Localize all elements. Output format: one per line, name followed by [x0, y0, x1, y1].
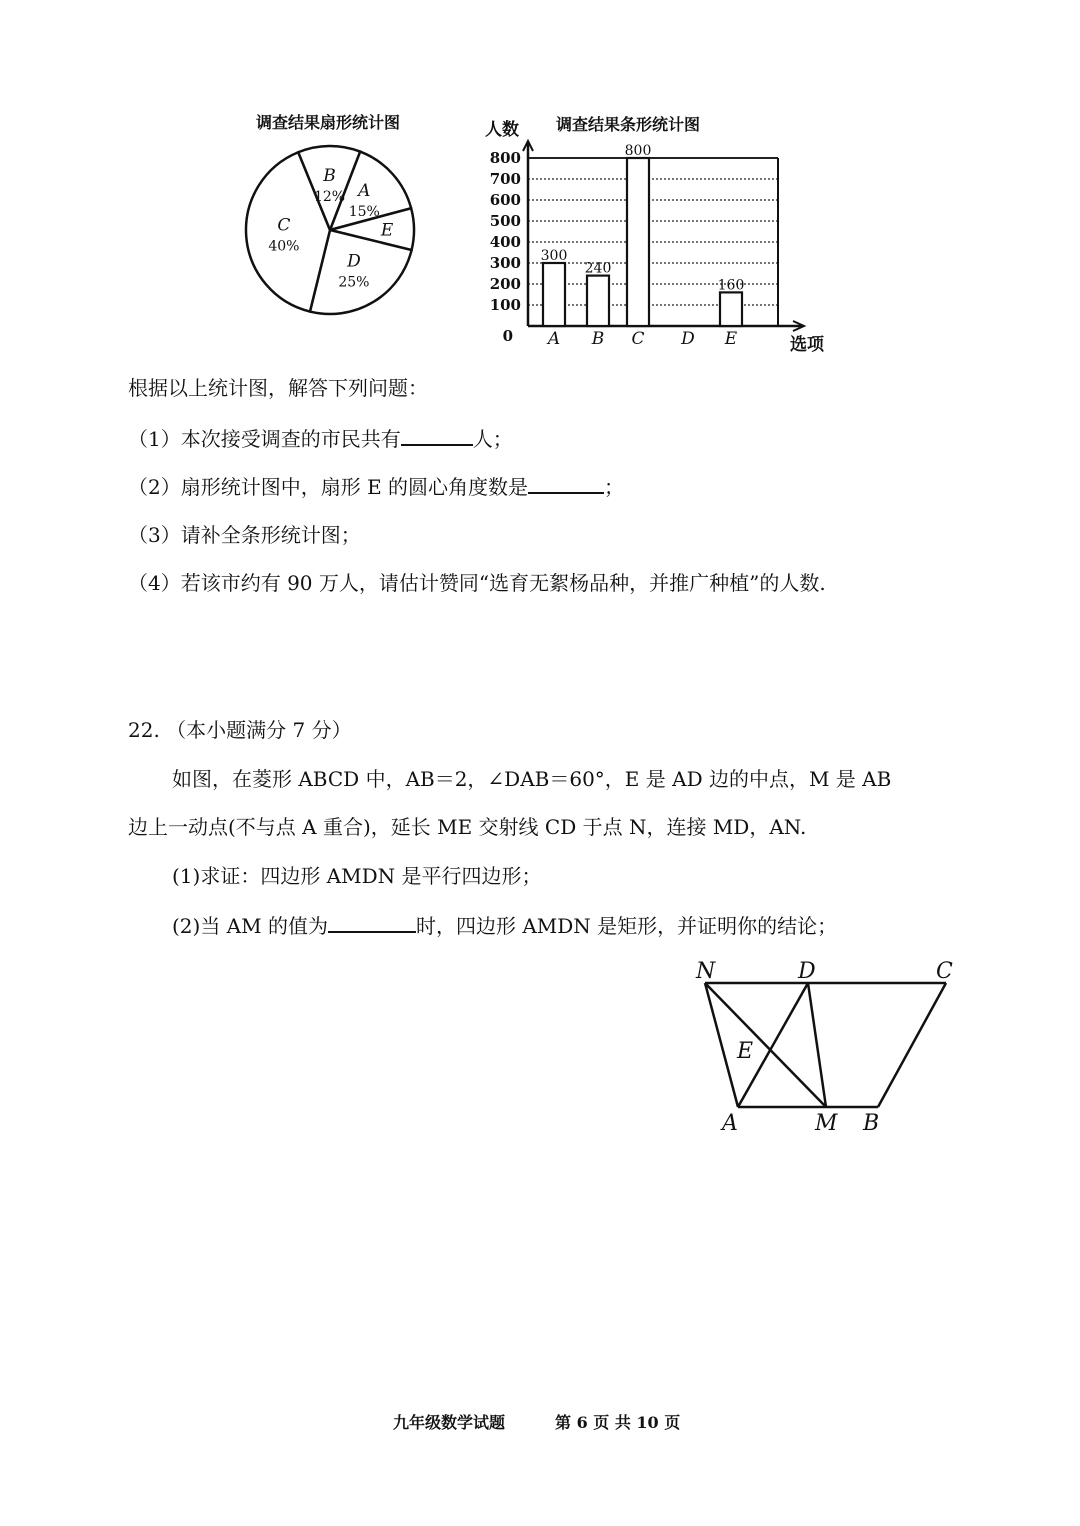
problem-22-part-2-text: (2)当 AM 的值为: [172, 914, 328, 938]
y-tick-label-600: 600: [489, 191, 521, 209]
x-tick-label-d: D: [681, 329, 695, 349]
pie-percent-c: 40%: [268, 238, 300, 255]
question-1-text: （1）本次接受调查的市民共有: [128, 427, 401, 451]
bar-chart: [485, 115, 845, 360]
point-label-a: A: [722, 1111, 738, 1136]
problem-22-text-line-2: 边上一动点(不与点 A 重合)，延长 ME 交射线 CD 于点 N，连接 MD，AN.: [128, 815, 807, 839]
question-4: （4）若该市约有 90 万人，请估计赞同“选育无絮杨品种，并推广种植”的人数.: [128, 571, 826, 595]
pie-label-b: B: [323, 165, 336, 186]
pie-percent-a: 15%: [348, 204, 380, 221]
footer-page-number: 第 6 页 共 10 页: [555, 1413, 681, 1432]
y-tick-label-800: 800: [489, 149, 521, 167]
point-label-b: B: [863, 1111, 880, 1136]
point-label-c: C: [936, 959, 953, 984]
y-tick-label-0: 0: [502, 327, 513, 345]
y-axis-label: 人数: [485, 120, 519, 140]
problem-22-part-2-suffix: 时，四边形 AMDN 是矩形，并证明你的结论；: [415, 914, 838, 938]
point-label-e: E: [737, 1039, 754, 1064]
x-tick-label-a: A: [547, 329, 561, 349]
bar-c: [627, 158, 649, 326]
question-2-suffix: ；: [604, 475, 625, 499]
point-label-n: N: [696, 959, 716, 984]
pie-label-a: A: [358, 181, 371, 202]
bar-a: [543, 263, 565, 326]
point-label-d: D: [798, 959, 816, 984]
answer-blank-am[interactable]: [328, 911, 416, 933]
segment-dm: [808, 983, 826, 1107]
question-2: [128, 472, 624, 501]
pie-percent-d: 25%: [338, 274, 370, 291]
bar-value-label-c: 800: [624, 143, 652, 159]
y-tick-label-100: 100: [489, 296, 521, 314]
bar-b: [587, 276, 609, 326]
pie-chart: [240, 140, 420, 320]
pie-label-d: D: [347, 251, 361, 272]
questions-intro: 根据以上统计图，解答下列问题：: [128, 376, 428, 400]
problem-22-header: 22. （本小题满分 7 分）: [128, 718, 352, 742]
bar-value-label-e: 160: [717, 277, 745, 294]
rhombus-figure: [690, 950, 970, 1140]
bar-e: [720, 292, 742, 326]
y-tick-label-300: 300: [489, 254, 521, 272]
answer-blank-2[interactable]: [528, 472, 604, 494]
y-tick-label-400: 400: [489, 233, 521, 251]
segment-bc: [878, 983, 946, 1107]
x-tick-label-e: E: [724, 329, 738, 349]
bar-value-label-a: 300: [540, 248, 568, 264]
question-3: （3）请补全条形统计图；: [128, 523, 361, 547]
problem-22-part-1: (1)求证：四边形 AMDN 是平行四边形；: [172, 864, 542, 888]
point-label-m: M: [815, 1111, 838, 1136]
pie-label-c: C: [277, 215, 291, 236]
pie-label-e: E: [380, 220, 394, 241]
y-tick-label-700: 700: [489, 170, 521, 188]
x-axis-label: 选项: [790, 335, 824, 355]
question-1: [128, 424, 513, 453]
problem-22-text-line-1: 如图，在菱形 ABCD 中，AB＝2，∠DAB＝60°，E 是 AD 边的中点，M 是 AB: [172, 767, 892, 791]
segment-nm: [705, 983, 826, 1107]
question-1-suffix: 人；: [472, 427, 513, 451]
pie-chart-title: 调查结果扇形统计图: [256, 113, 401, 132]
bar-chart-title: 调查结果条形统计图: [556, 115, 701, 134]
bar-value-label-b: 240: [584, 260, 612, 277]
problem-22-part-2: [172, 911, 837, 940]
x-tick-label-c: C: [631, 329, 645, 349]
x-tick-label-b: B: [591, 329, 605, 349]
y-tick-label-500: 500: [489, 212, 521, 230]
question-2-text: （2）扇形统计图中，扇形 E 的圆心角度数是: [128, 475, 529, 499]
pie-percent-b: 12%: [313, 188, 346, 205]
answer-blank-1[interactable]: [401, 424, 473, 446]
y-tick-label-200: 200: [489, 275, 521, 293]
footer-subject: 九年级数学试题: [393, 1413, 506, 1432]
